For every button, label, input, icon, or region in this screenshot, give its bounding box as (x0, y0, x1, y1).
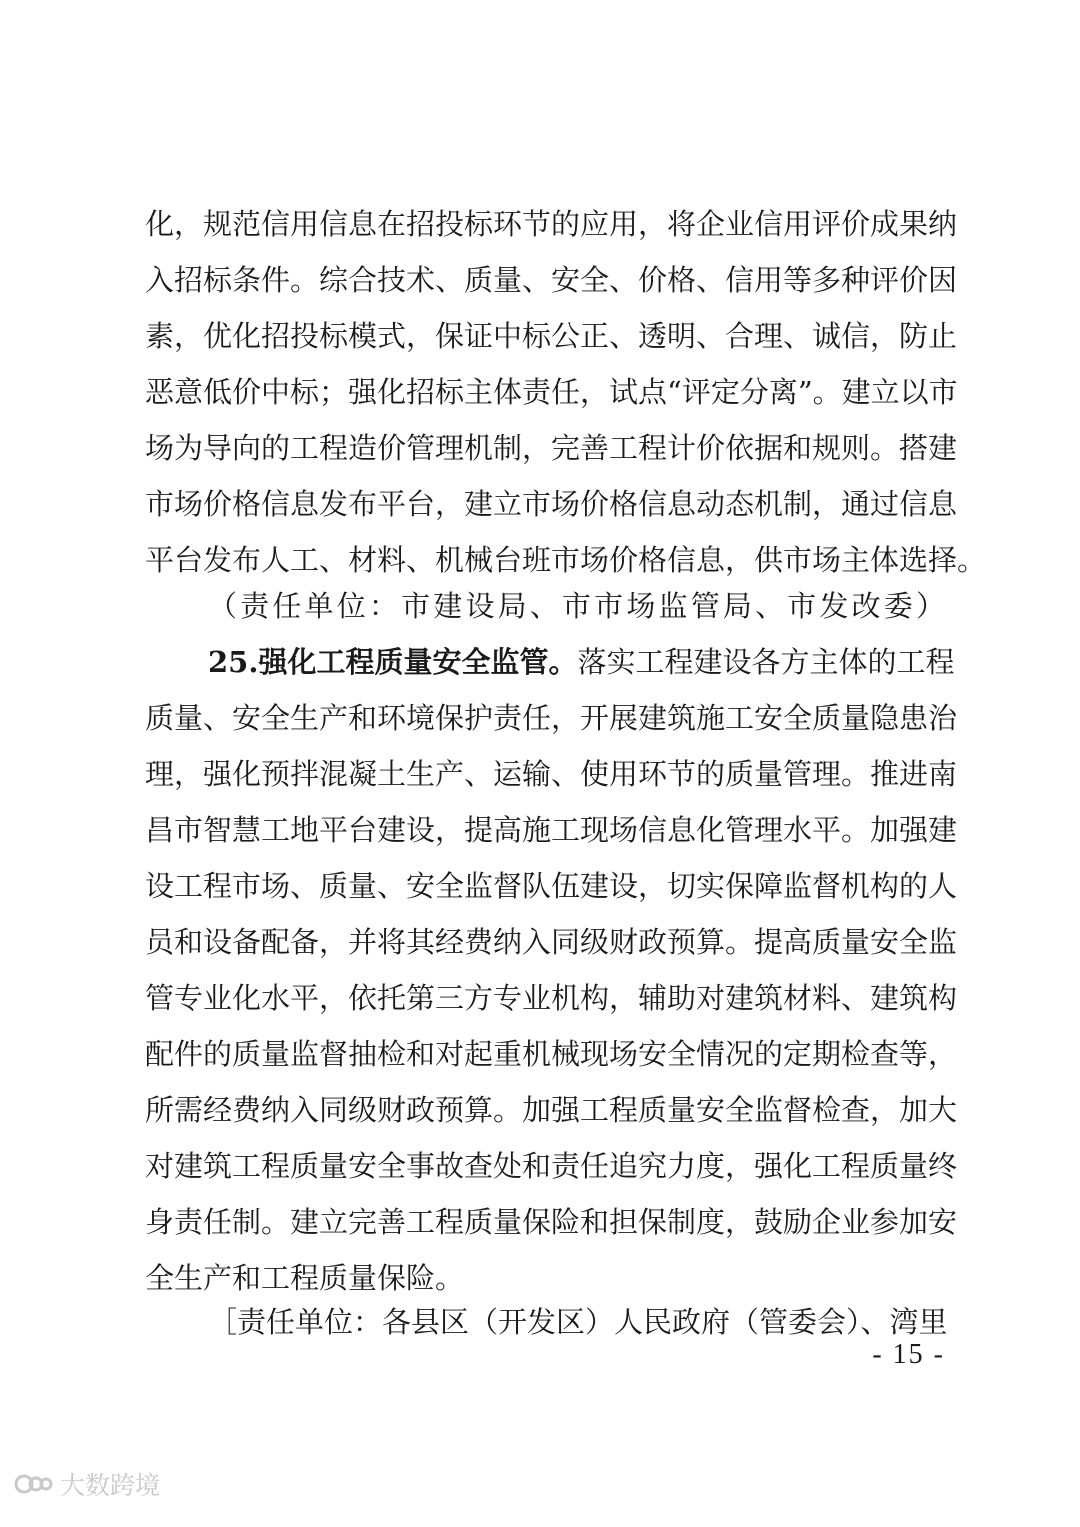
paragraph-line: 质量、安全生产和环境保护责任，开展建筑施工安全质量隐患治 (145, 701, 958, 735)
responsibility-line: ［责任单位：各县区（开发区）人民政府（管委会）、湾里 (208, 1305, 948, 1339)
paragraph-line: 昌市智慧工地平台建设，提高施工现场信息化管理水平。加强建 (145, 813, 958, 847)
paragraph-line: 配件的质量监督抽检和对起重机械现场安全情况的定期检查等， (145, 1037, 958, 1071)
paragraph-line: 化，规范信用信息在招投标环节的应用，将企业信用评价成果纳 (145, 207, 958, 241)
paragraph-line: 对建筑工程质量安全事故查处和责任追究力度，强化工程质量终 (145, 1149, 958, 1183)
watermark (14, 1466, 160, 1502)
paragraph-line: 理，强化预拌混凝土生产、运输、使用环节的质量管理。推进南 (145, 757, 958, 791)
paragraph-line: 平台发布人工、材料、机械台班市场价格信息，供市场主体选择。 (145, 543, 987, 577)
paragraph-line: 恶意低价中标；强化招标主体责任，试点“评定分离”。建立以市 (145, 375, 958, 409)
watermark-text: 大数跨境 (60, 1471, 161, 1500)
responsibility-line: （责任单位：市建设局、市市场监管局、市发改委） (208, 589, 945, 623)
paragraph-line: 身责任制。建立完善工程质量保险和担保制度，鼓励企业参加安 (145, 1205, 958, 1239)
item-25-first-line (208, 636, 955, 688)
watermark-logo-icon (14, 1469, 54, 1499)
paragraph-line: 入招标条件。综合技术、质量、安全、价格、信用等多种评价因 (145, 263, 958, 297)
paragraph-line: 场为导向的工程造价管理机制，完善工程计价依据和规则。搭建 (145, 431, 958, 465)
paragraph-line: 员和设备配备，并将其经费纳入同级财政预算。提高质量安全监 (145, 925, 958, 959)
paragraph-line: 管专业化水平，依托第三方专业机构，辅助对建筑材料、建筑构 (145, 981, 958, 1015)
page-number: - 15 - (872, 1339, 945, 1370)
paragraph-line: 全生产和工程质量保险。 (145, 1261, 465, 1295)
paragraph-line: 市场价格信息发布平台，建立市场价格信息动态机制，通过信息 (145, 487, 958, 521)
item-25-heading: 25.强化工程质量安全监管。 (208, 645, 578, 679)
paragraph-line: 设工程市场、质量、安全监督队伍建设，切实保障监督机构的人 (145, 869, 958, 903)
item-25-text: 落实工程建设各方主体的工程 (577, 645, 955, 679)
paragraph-line: 所需经费纳入同级财政预算。加强工程质量安全监督检查，加大 (145, 1093, 958, 1127)
paragraph-line: 素，优化招投标模式，保证中标公正、透明、合理、诚信，防止 (145, 319, 958, 353)
